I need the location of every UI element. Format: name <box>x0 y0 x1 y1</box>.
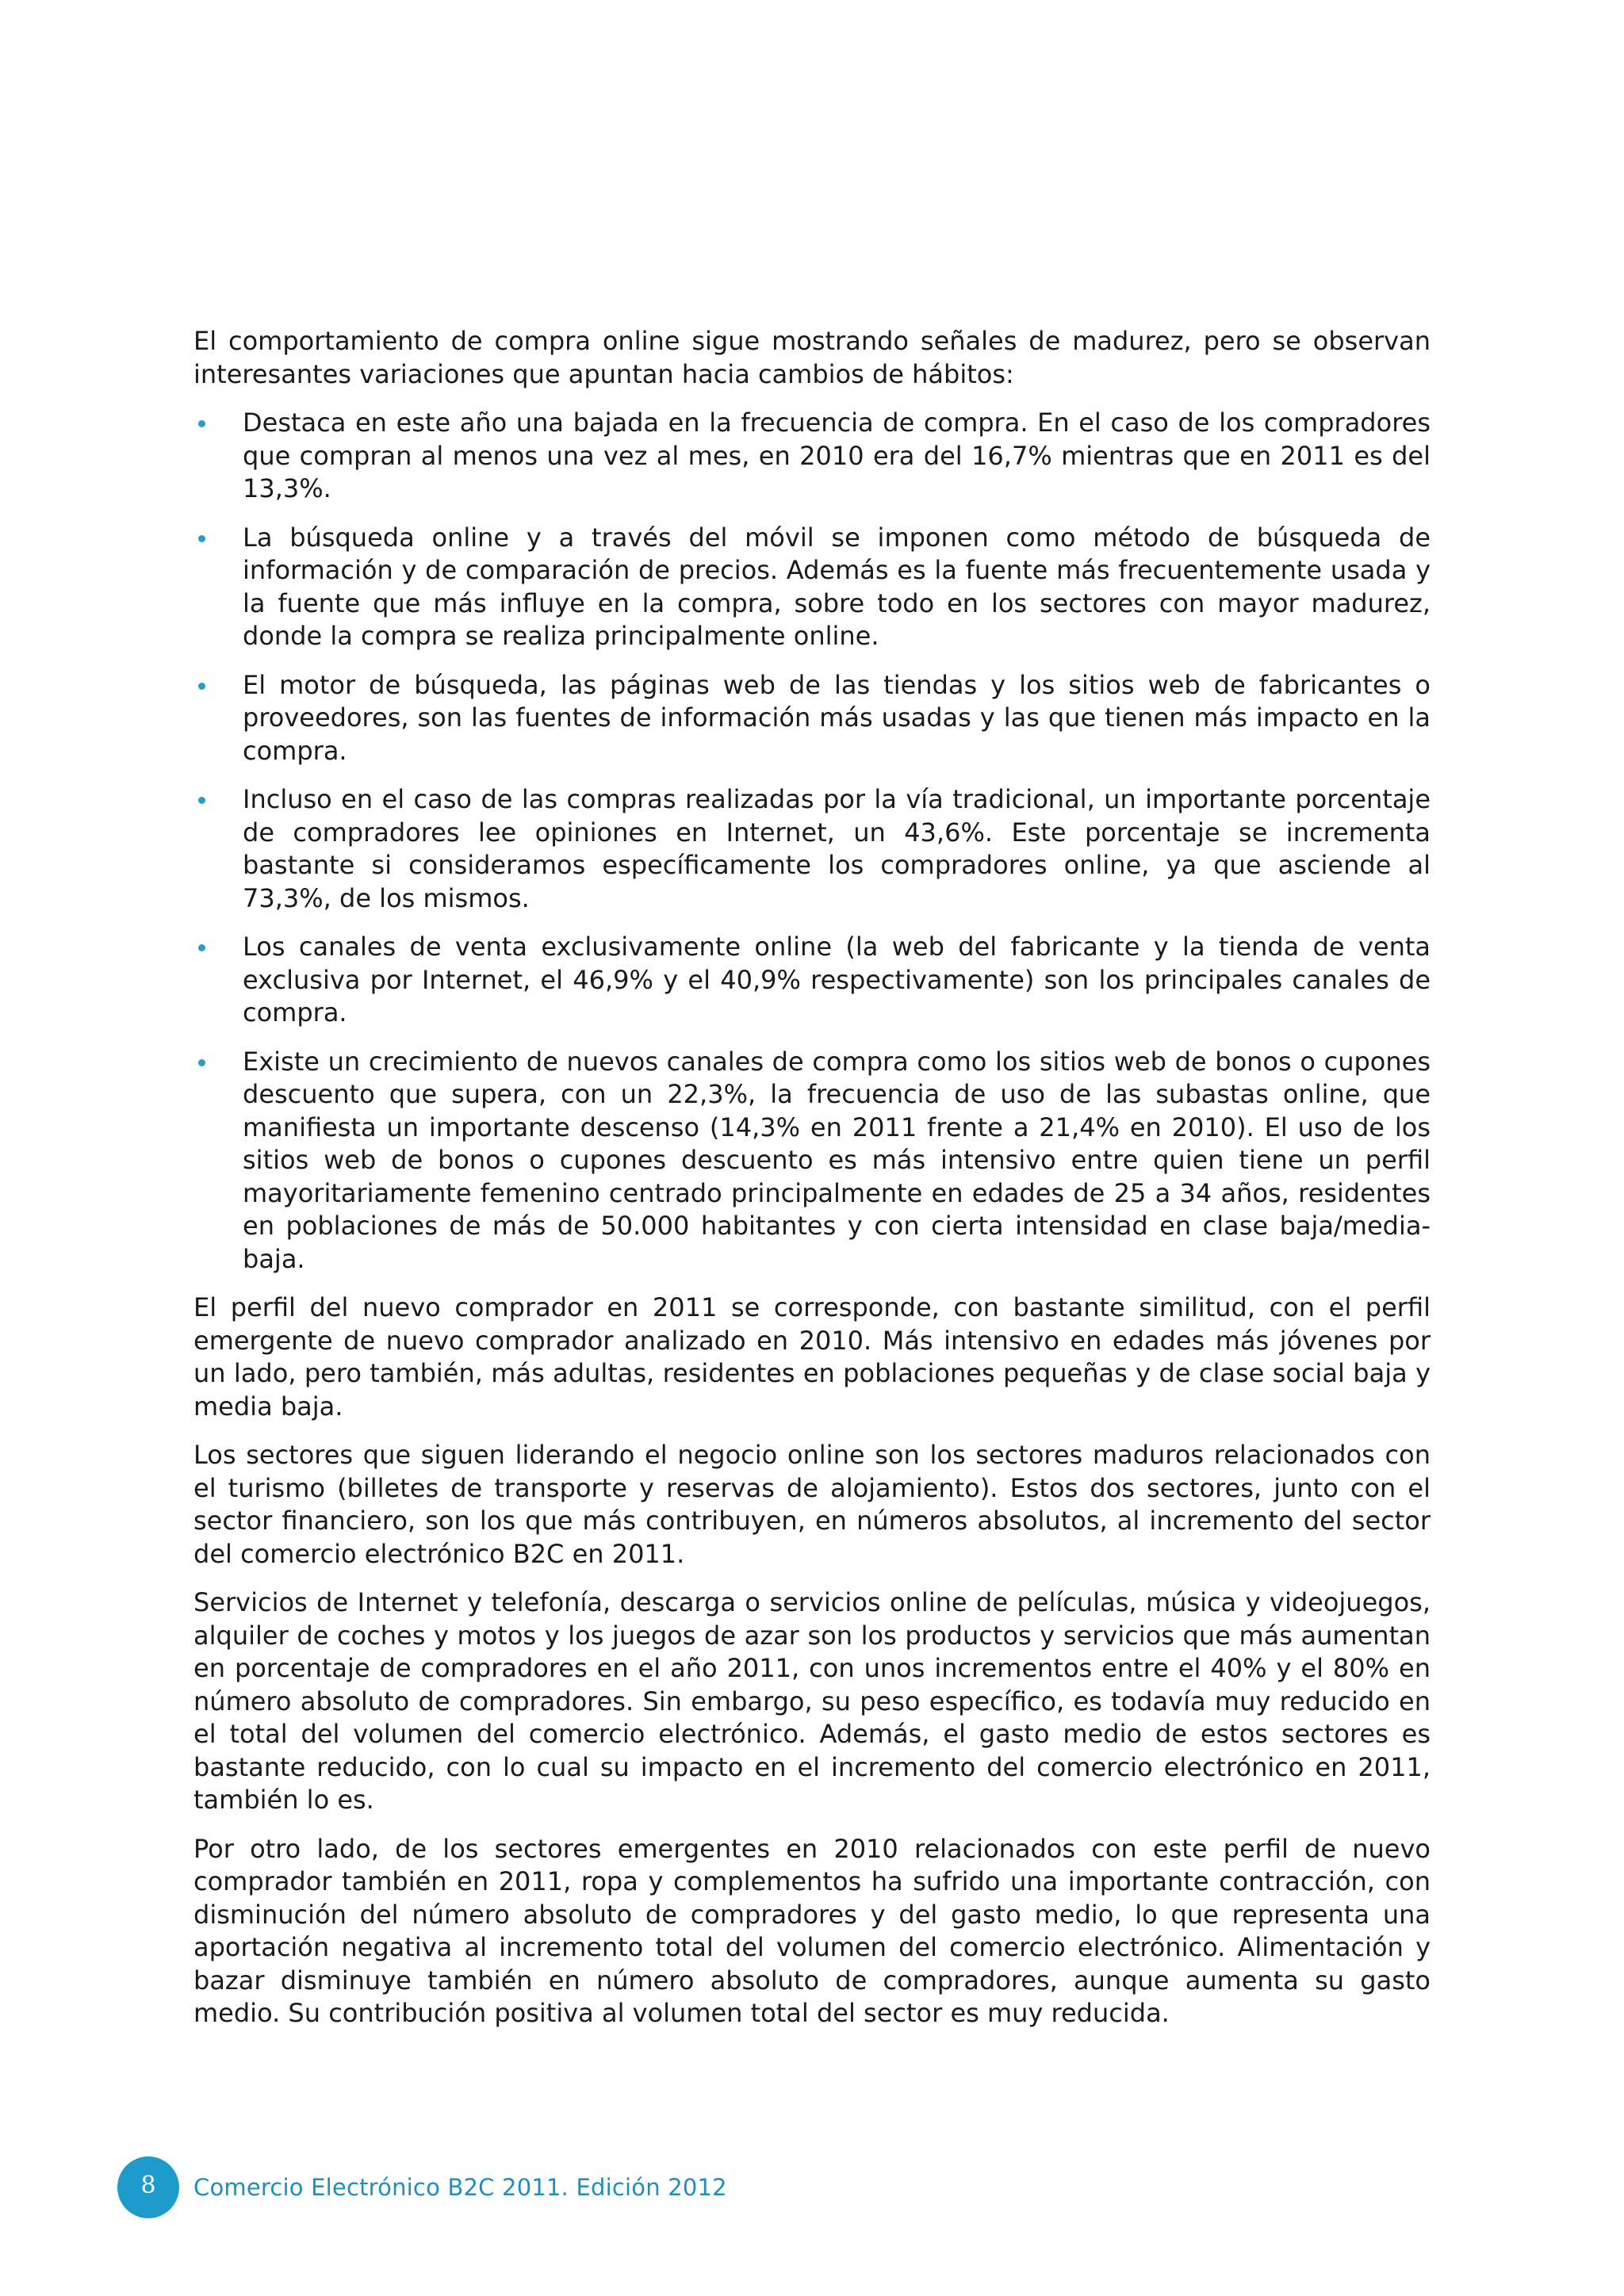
page-number-badge: 8 <box>117 2156 179 2218</box>
bullet-icon <box>198 1059 205 1066</box>
list-item <box>193 407 1431 506</box>
bullet-icon <box>198 535 205 542</box>
body-paragraph: Por otro lado, de los sectores emergentes en 2010 relacionados con este perfil de nuevo comprador también en 2011, ropa y complementos ha sufrido una importante contracción, con disminución del número absoluto de compradores y del gasto medio, lo que representa una aportación negativa al incremento total del volumen del comercio electrónico. Alimentación y bazar disminuye también en número absoluto de compradores, aunque aumenta su gasto medio. Su contribución positiva al volumen total del sector es muy reducida. <box>193 1833 1431 2028</box>
footer-title: Comercio Electrónico B2C 2011. Edición 2012 <box>193 2174 727 2201</box>
list-item <box>193 522 1431 653</box>
bullet-icon <box>198 683 205 690</box>
findings-list <box>193 407 1431 1276</box>
list-item <box>193 931 1431 1030</box>
body-paragraph: El perfil del nuevo comprador en 2011 se corresponde, con bastante similitud, con el perfil emergente de nuevo comprador analizado en 2010. Más intensivo en edades más jóvenes por un lado, pero también, más adultas, residentes en poblaciones pequeñas y de clase social baja y media baja. <box>193 1292 1431 1422</box>
list-item-text: Incluso en el caso de las compras realizadas por la vía tradicional, un importante porcentaje de compradores lee opiniones en Internet, un 43,6%. Este porcentaje se incrementa bastante si consideramos específicamente los compradores online, ya que asciende al 73,3%, de los mismos. <box>243 784 1431 913</box>
list-item-text: La búsqueda online y a través del móvil se imponen como método de búsqueda de información y de comparación de precios. Además es la fuente más frecuentemente usada y la fuente que más influye en la compra, sobre todo en los sectores con mayor madurez, donde la compra se realiza principalmente online. <box>243 522 1431 651</box>
page-footer <box>117 2156 727 2218</box>
list-item-text: Los canales de venta exclusivamente online (la web del fabricante y la tienda de venta exclusiva por Internet, el 46,9% y el 40,9% respectivamente) son los principales canales de compra. <box>243 932 1431 1027</box>
body-paragraph: Los sectores que siguen liderando el negocio online son los sectores maduros relacionados con el turismo (billetes de transporte y reservas de alojamiento). Estos dos sectores, junto con el sector financiero, son los que más contribuyen, en números absolutos, al incremento del sector del comercio electrónico B2C en 2011. <box>193 1440 1431 1569</box>
list-item <box>193 783 1431 915</box>
list-item-text: Existe un crecimiento de nuevos canales de compra como los sitios web de bonos o cupones descuento que supera, con un 22,3%, la frecuencia de uso de las subastas online, que manifiesta un importante descenso (14,3% en 2011 frente a 21,4% en 2010). El uso de los sitios web de bonos o cupones descuento es más intensivo entre quien tiene un perfil mayoritariamente femenino centrado principalmente en edades de 25 a 34 años, residentes en poblaciones de más de 50.000 habitantes y con cierta intensidad en clase baja/media-baja. <box>243 1046 1431 1274</box>
list-item-text: El motor de búsqueda, las páginas web de las tiendas y los sitios web de fabricantes o proveedores, son las fuentes de información más usadas y las que tienen más impacto en la compra. <box>243 669 1431 766</box>
page-body <box>193 325 1431 2046</box>
list-item <box>193 1046 1431 1276</box>
body-paragraph: Servicios de Internet y telefonía, descarga o servicios online de películas, música y videojuegos, alquiler de coches y motos y los juegos de azar son los productos y servicios que más aumentan en porcentaje de compradores en el año 2011, con unos incrementos entre el 40% y el 80% en número absoluto de compradores. Sin embargo, su peso específico, es todavía muy reducido en el total del volumen del comercio electrónico. Además, el gasto medio de estos sectores es bastante reducido, con lo cual su impacto en el incremento del comercio electrónico en 2011, también lo es. <box>193 1587 1431 1815</box>
bullet-icon <box>198 944 205 951</box>
bullet-icon <box>198 420 205 427</box>
intro-paragraph: El comportamiento de compra online sigue mostrando señales de madurez, pero se observan interesantes variaciones que apuntan hacia cambios de hábitos: <box>193 326 1431 389</box>
list-item <box>193 669 1431 768</box>
bullet-icon <box>198 797 205 804</box>
list-item-text: Destaca en este año una bajada en la frecuencia de compra. En el caso de los compradores que compran al menos una vez al mes, en 2010 era del 16,7% mientras que en 2011 es del 13,3%. <box>243 408 1431 503</box>
